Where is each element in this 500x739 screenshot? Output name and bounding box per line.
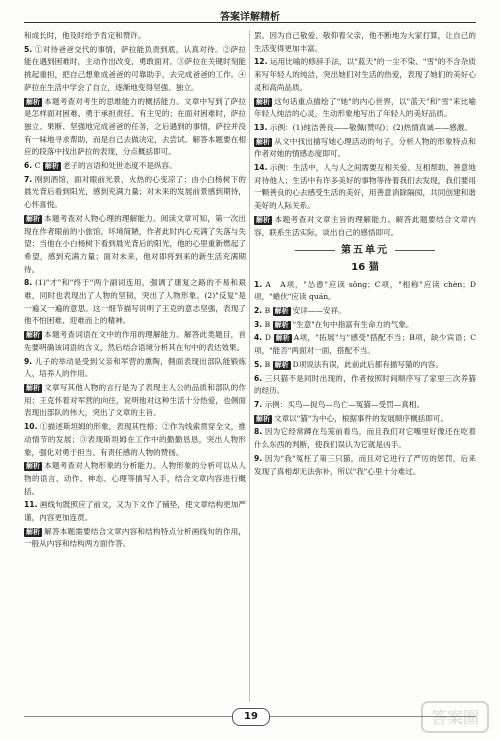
answer-text: 罢。因为自己敬爱、敬仰着父亲，他不断地为大家打算，让自己的生活变得更加丰富。 xyxy=(254,31,476,53)
answer-text: 因为它经常蹲在鸟笼前看鸟，而且我们对它嘴里好像还在吃着什么东西的判断，使我们误认为它就是凶手。 xyxy=(254,427,476,450)
answer-item xyxy=(254,399,476,412)
answer-item xyxy=(24,44,246,95)
analysis-text: A项，"拓展"与"感受"搭配不当；B项，缺少宾语；C项，"能否"两面对一面，搭配不当。 xyxy=(254,333,476,356)
answer-item xyxy=(24,499,246,524)
answer-text: 文章以"猫"为中心，根据事件的发展顺序概括即可。 xyxy=(274,413,449,423)
answer-item xyxy=(24,277,246,328)
answer-text: A A项，"怂恿"应读 sǒng；C项，"相称"应读 chèn；D项，"蜷伏"应读 quán。 xyxy=(254,279,476,302)
answer-text: 本题考查对文章主旨的理解能力。解答此题要结合文章内容，联系生活实际，谈出自己的感悟即可。 xyxy=(254,214,476,237)
answer-item xyxy=(24,356,246,381)
answer-text: 本题考查对人物心理的理解能力。阅读文章可知，第一次出现在作者眼前的小旅馆，环境简陋，作者此时内心充满了失落与失望；当他在小白杨树下看到晨光背后的阳光，他的心里重新燃起了希望，感到充满力量；面对未来，他对即将到来的新生活充满期待。 xyxy=(24,213,246,274)
question-number: 3. xyxy=(254,319,263,329)
left-column xyxy=(24,30,246,702)
question-number: 1. xyxy=(254,279,263,289)
question-number: 14. xyxy=(254,163,268,173)
lesson-title: 16 猫 xyxy=(351,261,379,273)
answer-item xyxy=(24,329,246,354)
question-number: 2. xyxy=(254,306,263,316)
header-rule xyxy=(24,22,476,23)
answer-text: 画线句既照应了前文，又为下文作了铺垫，使文章结构更加严谨，内容更加连贯。 xyxy=(24,500,246,523)
page-number: 19 xyxy=(232,708,270,726)
answer-text: 运用比喻的修辞手法，以"蓝天"的一尘不染、"雪"的不含杂质来写年轻人的纯洁，突出她们对生活的热爱，表现了她们的美好心灵和高尚品质。 xyxy=(254,57,476,92)
answer-text: 本题考查对人物形象的分析能力。人物形象的分析可以从人物的语言、动作、神态、心理等描写入手，结合文章内容进行概括。 xyxy=(24,461,246,496)
answer-text: 本题考查词语在文中的作用的理解能力。解答此类题目，首先要明确该词语的含义，然后结合语境分析其在句中的表达效果。 xyxy=(24,330,246,352)
answer-item xyxy=(24,213,246,277)
answer-item xyxy=(254,319,476,332)
answer-text: 解答本题需要结合文章内容和结构特点分析画线句的作用，一般从内容和结构两方面作答。 xyxy=(24,526,246,549)
answer-text: 因为"我"冤枉了第三只猫，而且对它进行了严厉的惩罚，后来发现了真相却无法弥补，所以"我"心里十分难过。 xyxy=(254,453,476,476)
question-number: 8. xyxy=(254,427,263,437)
answer-text: 示例：生活中，人与人之间需要互相关爱、互相帮助、善意地对待他人；生活中有许多美好的事物等待着我们去发现，我们要用一颗善良的心去感受生活的美好，用善意消除隔阂，共同创建和谐美好的人际关系。 xyxy=(254,163,476,211)
analysis-tag: 解析 xyxy=(274,360,289,369)
question-number: 9. xyxy=(24,356,33,366)
answer-item xyxy=(254,279,476,304)
answer-item xyxy=(254,30,476,55)
answer-text: C xyxy=(34,161,41,171)
analysis-tag: 解析 xyxy=(256,414,270,423)
analysis-tag: 解析 xyxy=(26,331,40,340)
question-number: 7. xyxy=(24,174,33,184)
question-number: 5. xyxy=(254,359,263,369)
answer-item xyxy=(254,122,476,135)
answer-text: 和成长时，他及时给予肯定和赞许。 xyxy=(24,31,146,40)
answer-text: ①对待爸爸交代的事情，萨拉能负责到底，认真对待。②萨拉能在遇到困难时，主动作出改变，勇敢面对。③萨拉在关键时刻能挑起重担，把自己想象成爸爸的可靠助手，去完成爸爸的工作。④萨拉在生活中学会了自立，逐渐地变得坚强、独立。 xyxy=(24,44,246,92)
question-number: 11. xyxy=(24,500,38,510)
analysis-text: D项说法有误，此前此后都有描写猫的内容。 xyxy=(292,359,443,369)
answer-text: D xyxy=(264,333,271,343)
analysis-tag: 解析 xyxy=(26,214,40,223)
answer-text: 示例：买鸟—捉鸟—鸟亡—冤猫—受罚—真相。 xyxy=(264,399,425,409)
question-number: 6. xyxy=(254,373,263,383)
question-number: 10. xyxy=(24,422,38,432)
answer-text: 儿子的举动是受到父亲和军营的熏陶，側面表现出部队能锻炼人、培养人的作用。 xyxy=(24,356,246,379)
analysis-tag: 解析 xyxy=(275,334,290,343)
unit-title: 第五单元 xyxy=(254,245,476,258)
analysis-tag: 解析 xyxy=(26,97,40,106)
watermark-stamp-icon xyxy=(420,700,490,734)
right-column xyxy=(254,30,476,702)
answer-item xyxy=(254,214,476,239)
analysis-tag: 解析 xyxy=(26,383,40,392)
answer-text: B xyxy=(264,319,271,329)
answer-text: 从文中找出描写她心理活动的句子，分析人物的形象特点和作者对她的情感态度即可。 xyxy=(254,136,476,159)
answer-item xyxy=(254,453,476,478)
answer-item xyxy=(254,413,476,426)
answer-text: B xyxy=(264,306,271,316)
analysis-tag: 解析 xyxy=(26,527,40,536)
question-number: 9. xyxy=(254,453,263,463)
header-title: 答案详解精析 xyxy=(220,12,280,23)
answer-item xyxy=(254,56,476,94)
answer-item xyxy=(254,136,476,161)
answer-item xyxy=(24,460,246,498)
answer-item xyxy=(254,426,476,451)
answer-text: ①描述斯坦姆的形象，表现其性格；②作为线索贯穿全文，推动情节的发展；③表现斯坦姆在工作中的勤勤恳恳，突出人物形象，强化对勇于担当、有责任感的人物的赞扬。 xyxy=(24,422,246,457)
analysis-tag: 解析 xyxy=(274,307,289,316)
analysis-text: 安详——安祥。 xyxy=(292,306,346,316)
page-header xyxy=(0,0,500,26)
answer-item xyxy=(254,332,476,357)
answer-text: 这句话重点描绘了"她"的内心世界，以"蓝天"和"雪"来比喻年轻人纯洁的心灵，生动形象地写出了年轻人的美好品质。 xyxy=(254,96,476,119)
analysis-tag: 解析 xyxy=(274,320,289,329)
analysis-text: 老子的言语和处世态度不是纵容。 xyxy=(62,161,177,171)
watermark-stamp-text: 答案圈 xyxy=(430,708,480,727)
question-number: 4. xyxy=(254,333,263,343)
analysis-tag: 解析 xyxy=(44,162,59,171)
answer-text: 示例：(1)纯洁善良——敬佩(赞叹)；(2)热情真诚——感激。 xyxy=(269,122,472,132)
analysis-tag: 解析 xyxy=(256,137,270,146)
answer-text: 刚到酒馆，面对眼前光景，火热的心变凉了；由小白杨树下的晨光背后看到阳光，感到充满力量；对未来的发展前景感到期待，心怀喜悦。 xyxy=(24,174,246,210)
answer-item xyxy=(254,305,476,318)
answer-item xyxy=(24,421,246,459)
answer-item xyxy=(24,174,246,212)
answer-item xyxy=(24,382,246,420)
question-number: 5. xyxy=(24,44,33,54)
answer-item xyxy=(24,30,246,43)
answer-item xyxy=(24,96,246,160)
answer-text: 三只猫不是同时出现的，作者按照时间顺序写了家里三次养猫的经历。 xyxy=(254,373,476,396)
answer-item xyxy=(254,162,476,213)
question-number: 7. xyxy=(254,399,263,409)
answer-text: (1)"才"和"终于"两个副词连用，强调了康复之路的不易和艰难，同时也表现出了人物的坚韧，突出了人物形象。(2)"反复"是一遍又一遍的意思。这一细节描写说明了王克的意志坚强，表现了他不怕困难、迎难而上的精神。 xyxy=(24,278,246,326)
analysis-tag: 解析 xyxy=(256,215,270,224)
analysis-text: "生意"在句中指富有生命力的气象。 xyxy=(292,319,414,329)
analysis-tag: 解析 xyxy=(256,97,270,106)
question-number: 8. xyxy=(24,278,33,288)
question-number: 13. xyxy=(254,122,268,132)
answer-item xyxy=(24,526,246,551)
answer-text: 文章写其他人物的言行是为了表现主人公的品质和部队的作用；王克怀着对军营的向往，说明他对这种生活十分热爱，也侧面表现出部队的伟大，突出了文章的主旨。 xyxy=(24,382,246,418)
question-number: 6. xyxy=(24,161,33,171)
answer-item xyxy=(254,359,476,372)
answer-text: 本题考查对考生的思维能力的概括能力。文章中写到了萨拉是怎样面对困难、勇于承担责任、有主见的；在面对困难时，萨拉独立、果断、坚强地完成爸爸的任务，之后遇到的事情，萨拉并没有一味地寻求帮助，而是自己去做决定，去尝试。解答本题要在相应的段落中找出萨拉的表现，分点概括即可。 xyxy=(24,96,246,157)
answer-item xyxy=(24,160,246,173)
answer-item xyxy=(254,96,476,121)
answer-item xyxy=(254,373,476,398)
answer-text: B xyxy=(264,359,271,369)
question-number: 12. xyxy=(254,57,268,67)
column-divider xyxy=(249,30,250,702)
analysis-tag: 解析 xyxy=(26,462,40,471)
